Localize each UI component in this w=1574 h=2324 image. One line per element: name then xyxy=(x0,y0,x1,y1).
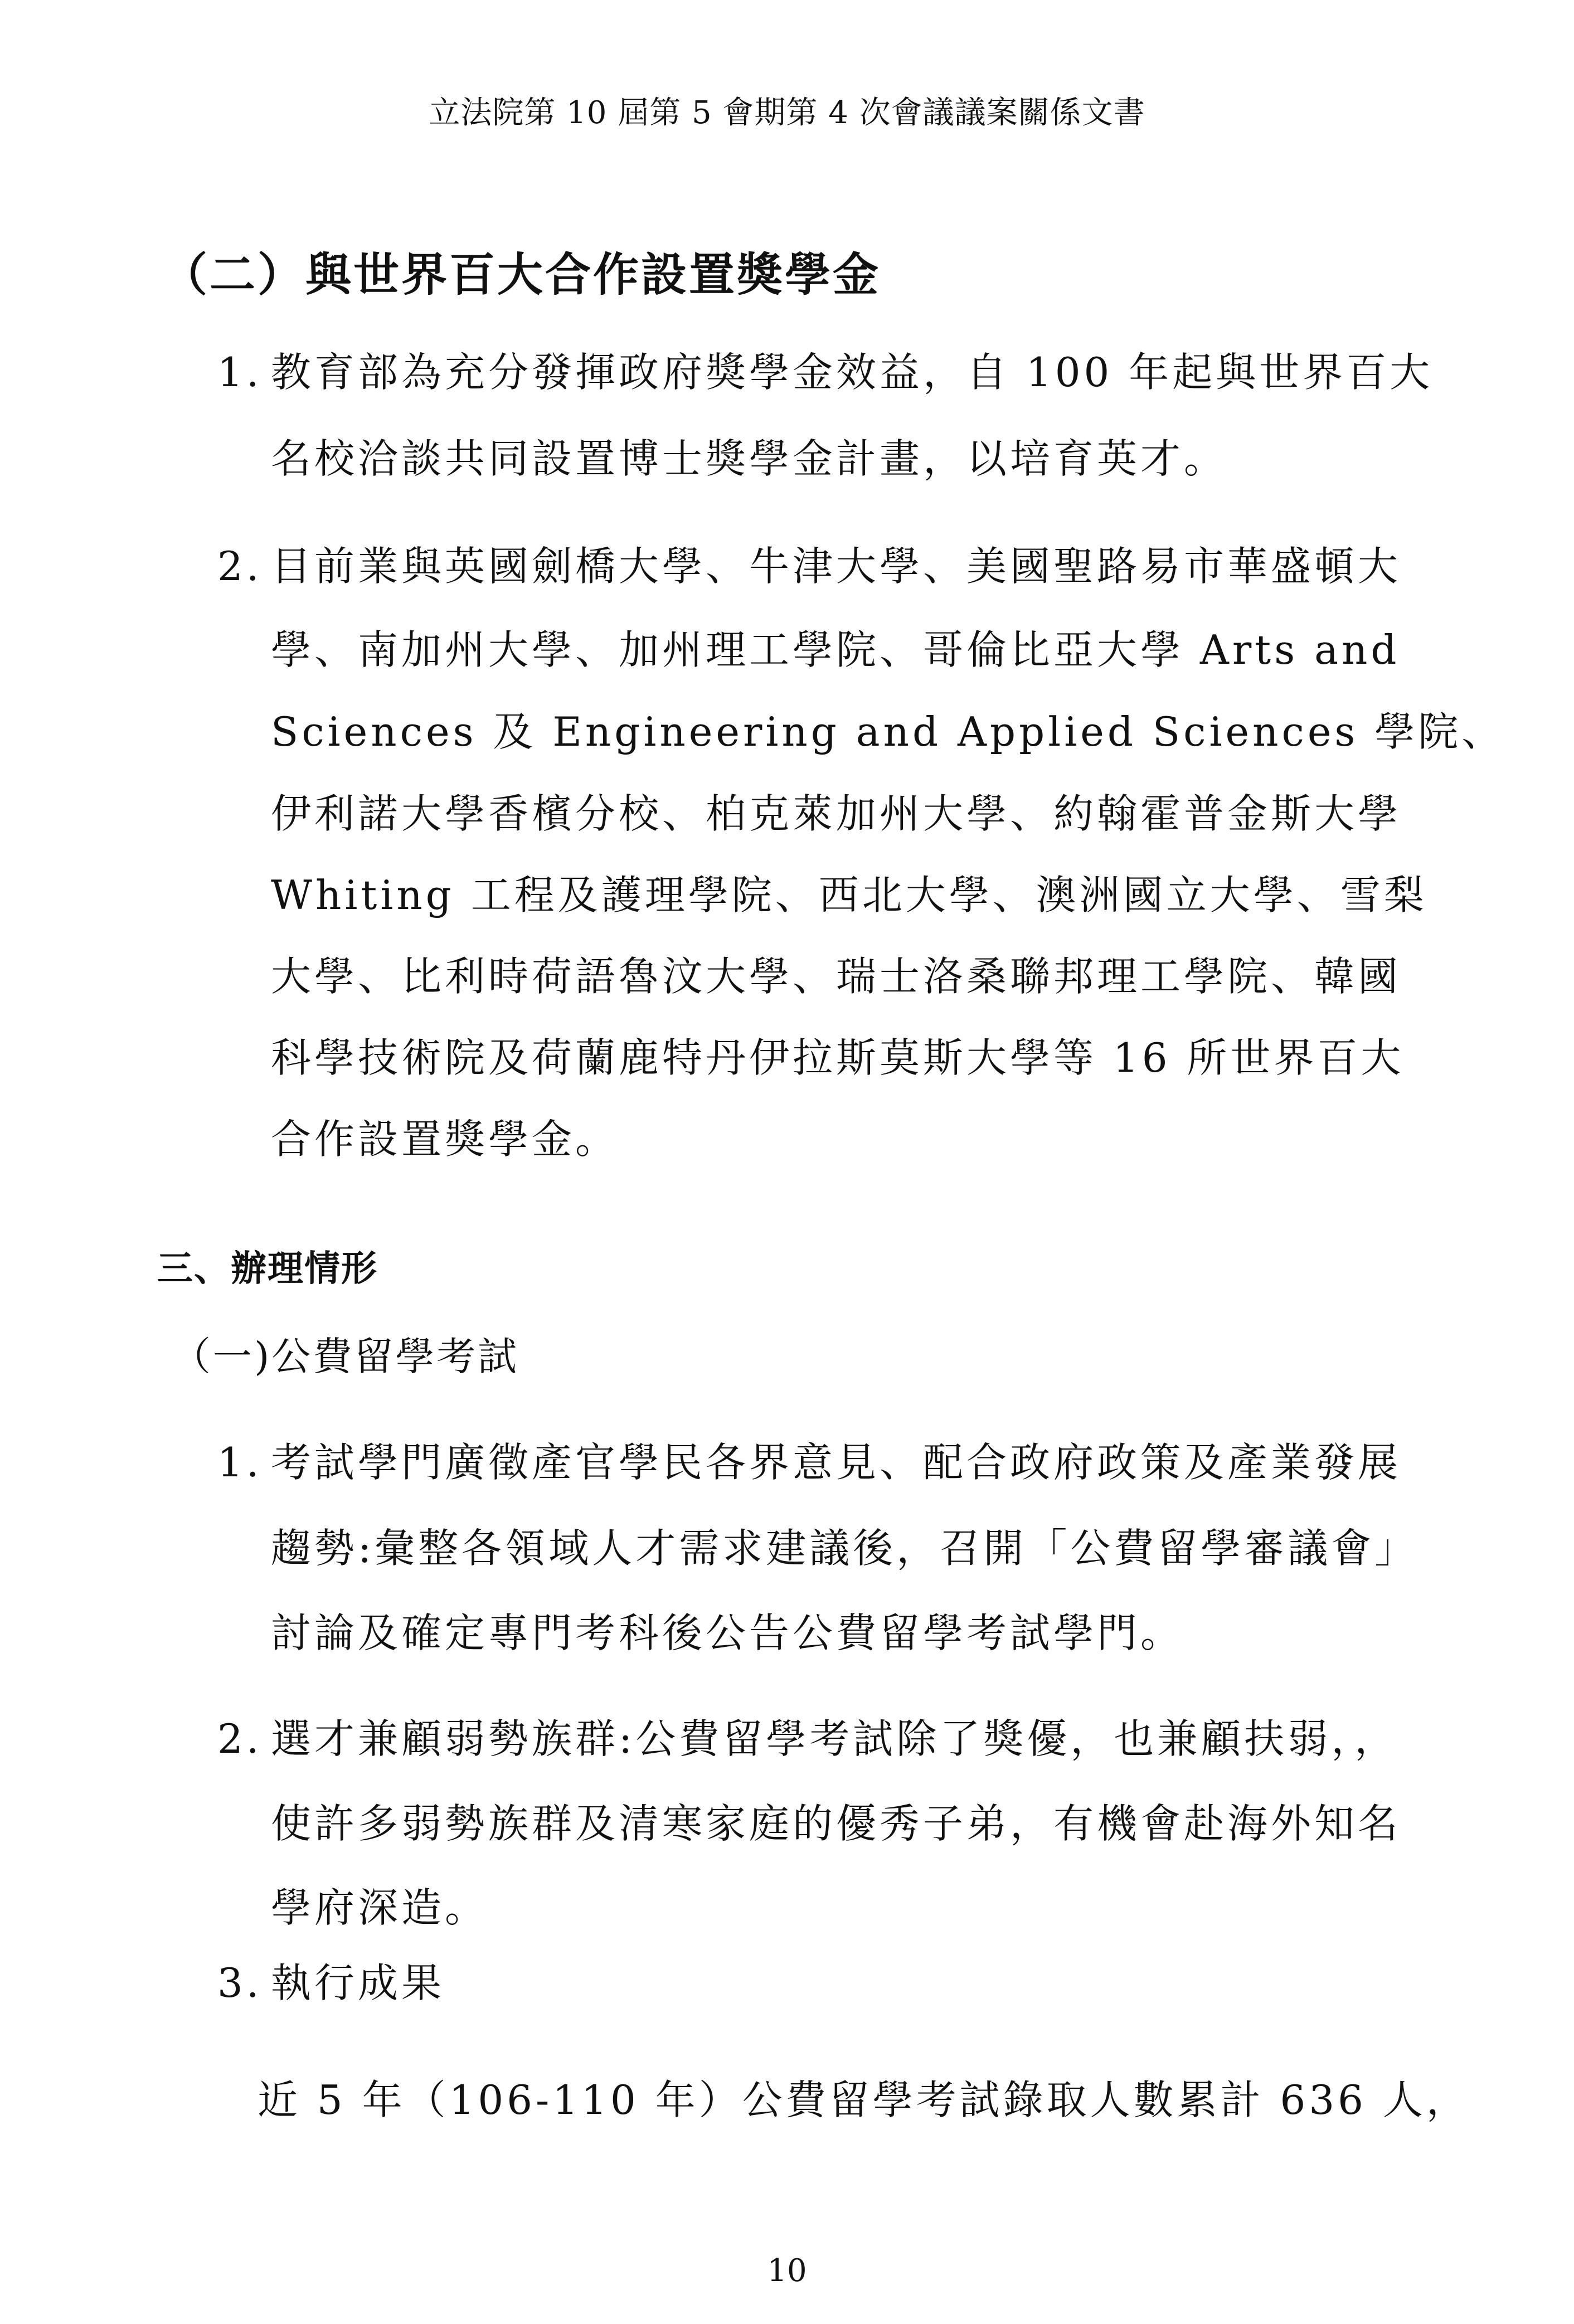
paragraph-line: 合作設置獎學金。 xyxy=(271,1116,619,1163)
list-number: 1. xyxy=(217,349,263,396)
paragraph-line: 科學技術院及荷蘭鹿特丹伊拉斯莫斯大學等 16 所世界百大 xyxy=(271,1034,1405,1081)
paragraph-line: 趨勢:彙整各領域人才需求建議後，召開「公費留學審議會」 xyxy=(271,1525,1418,1572)
paragraph-line: 學、南加州大學、加州理工學院、哥倫比亞大學 Arts and xyxy=(271,626,1400,673)
paragraph-line: 目前業與英國劍橋大學、牛津大學、美國聖路易市華盛頓大 xyxy=(271,543,1402,590)
running-header: 立法院第 10 屆第 5 會期第 4 次會議議案關係文書 xyxy=(429,95,1145,131)
paragraph-line: Sciences 及 Engineering and Applied Sciences 學院、 xyxy=(271,708,1505,755)
list-number: 1. xyxy=(217,1439,263,1486)
list-item-first-line xyxy=(217,340,1433,398)
paragraph-line: 名校洽談共同設置博士獎學金計畫，以培育英才。 xyxy=(271,435,1228,482)
paragraph-line: 考試學門廣徵產官學民各界意見、配合政府政策及產業發展 xyxy=(271,1439,1402,1486)
list-number: 2. xyxy=(217,543,263,590)
paragraph-line: 教育部為充分發揮政府獎學金效益，自 100 年起與世界百大 xyxy=(271,349,1434,396)
list-number: 3. xyxy=(217,1960,263,2006)
list-item-first-line xyxy=(217,534,1401,592)
paragraph-line: 使許多弱勢族群及清寒家庭的優秀子弟，有機會赴海外知名 xyxy=(271,1800,1402,1847)
list-item-first-line xyxy=(217,1706,1398,1764)
paragraph-line: 選才兼顧弱勢族群:公費留學考試除了獎優，也兼顧扶弱，， xyxy=(271,1715,1398,1762)
list-item-first-line xyxy=(217,1430,1401,1488)
section-heading-scholarship: （二）與世界百大合作設置獎學金 xyxy=(162,248,881,302)
paragraph-line: 討論及確定專門考科後公告公費留學考試學門。 xyxy=(271,1610,1184,1656)
subsection-heading-exam: （一)公費留學考試 xyxy=(172,1334,519,1379)
paragraph-line: 執行成果 xyxy=(271,1960,445,2006)
paragraph-line: 大學、比利時荷語魯汶大學、瑞士洛桑聯邦理工學院、韓國 xyxy=(271,953,1402,1000)
page-number: 10 xyxy=(767,2253,807,2289)
list-item-first-line xyxy=(217,1951,445,2009)
paragraph-line: Whiting 工程及護理學院、西北大學、澳洲國立大學、雪梨 xyxy=(271,872,1427,918)
paragraph-line: 學府深造。 xyxy=(271,1884,489,1931)
list-number: 2. xyxy=(217,1715,263,1762)
paragraph-line: 伊利諾大學香檳分校、柏克萊加州大學、約翰霍普金斯大學 xyxy=(271,790,1402,837)
results-paragraph: 近 5 年（106-110 年）公費留學考試錄取人數累計 636 人， xyxy=(258,2077,1470,2123)
section-heading-implementation: 三、辦理情形 xyxy=(157,1248,378,1290)
